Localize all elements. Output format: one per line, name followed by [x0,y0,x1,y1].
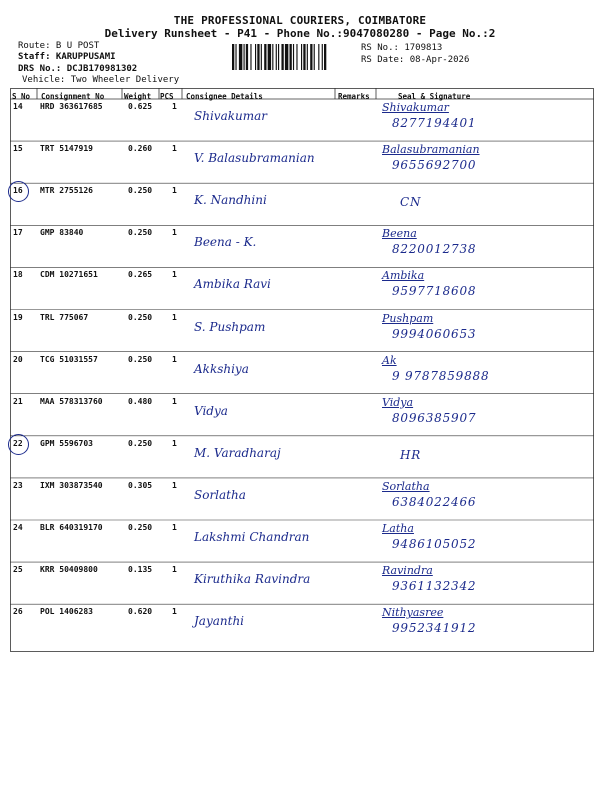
row-signature-name: Pushpam [382,311,434,325]
row-weight: 0.250 [128,354,153,364]
row-signature-phone: 9994060653 [392,326,477,341]
row-sno: 16 [13,186,23,196]
row-pcs: 1 [172,396,177,406]
row-consignment-no: POL 1406283 [40,607,93,617]
row-sno: 20 [13,354,23,364]
col-weight: Weight [124,92,152,101]
col-pcs: PCS [160,92,174,101]
row-consignment-no: MTR 2755126 [40,186,93,196]
row-consignee-handwritten: V. Balasubramanian [194,151,315,166]
row-consignment-no: TRT 5147919 [40,144,93,154]
staff-label: Staff: KARUPPUSAMI [18,52,116,62]
row-pcs: 1 [172,312,177,322]
row-consignee-handwritten: Ambika Ravi [194,277,271,292]
row-consignee-handwritten: Akkshiya [194,361,249,376]
col-remarks: Remarks [338,92,370,101]
col-consignee: Consignee Details [186,92,263,101]
row-sno: 23 [13,480,23,490]
row-sno: 21 [13,396,23,406]
row-consignment-no: CDM 10271651 [40,270,98,280]
row-weight: 0.260 [128,144,153,154]
row-consignee-handwritten: S. Pushpam [194,319,266,334]
col-seal-signature: Seal & Signature [398,92,471,101]
col-consignment: Consignment No [41,92,105,101]
row-weight: 0.620 [128,607,153,617]
row-signature-phone: 9486105052 [392,537,477,551]
company-title: THE PROFESSIONAL COURIERS, COIMBATORE [173,14,427,27]
row-sno: 17 [13,228,23,238]
row-sno: 25 [13,565,23,575]
row-sno: 19 [13,312,23,322]
row-consignment-no: BLR 640319170 [40,523,103,532]
row-signature-phone: HR [400,447,422,462]
row-sno: 18 [13,270,23,280]
row-signature-phone: 9 9787859888 [392,368,490,383]
runsheet-subtitle: Delivery Runsheet - P41 - Phone No.:9047080280 - Page No.:2 [104,27,496,40]
row-signature-name: Ak [382,353,397,367]
row-weight: 0.625 [128,102,153,111]
row-signature-phone: 8220012738 [392,242,477,257]
row-weight: 0.265 [128,270,153,280]
row-consignee-handwritten: Kiruthika Ravindra [194,572,311,587]
row-signature-name: Nithyasree [382,606,444,620]
row-consignee-handwritten: Beena - K. [194,235,257,250]
row-weight: 0.250 [128,186,153,196]
row-pcs: 1 [172,607,177,617]
row-consignee-handwritten: Sorlatha [194,487,246,502]
route-label: Route: B U POST [18,41,100,51]
col-sno: S No [12,92,31,101]
row-sno: 26 [13,607,23,617]
row-pcs: 1 [172,144,177,154]
row-pcs: 1 [172,438,177,448]
row-signature-name: Ravindra [382,564,433,578]
row-signature-phone: 6384022466 [392,494,477,509]
row-signature-phone: 9655692700 [392,158,477,173]
row-consignment-no: MAA 578313760 [40,396,103,406]
row-signature-name: Balasubramanian [382,143,480,157]
row-sno: 15 [13,144,23,154]
barcode-icon [232,44,356,70]
row-pcs: 1 [172,186,177,196]
row-signature-name: Latha [382,522,414,535]
row-weight: 0.250 [128,438,153,448]
row-consignee-handwritten: Shivakumar [194,109,267,123]
row-consignee-handwritten: M. Varadharaj [194,445,281,460]
row-signature-phone: 8277194401 [392,116,477,130]
row-sno: 22 [13,438,23,448]
row-consignment-no: HRD 363617685 [40,102,103,111]
row-weight: 0.135 [128,565,153,575]
row-signature-phone: 9597718608 [392,284,477,299]
row-sno: 14 [13,102,23,111]
row-weight: 0.250 [128,523,153,532]
row-consignment-no: TRL 775067 [40,312,89,322]
row-signature-name: Ambika [382,269,425,283]
rs-number: RS No.: 1709813 [361,43,443,53]
row-pcs: 1 [172,480,177,490]
row-pcs: 1 [172,523,177,532]
row-pcs: 1 [172,270,177,280]
row-consignment-no: TCG 51031557 [40,354,98,364]
row-consignment-no: GPM 5596703 [40,438,93,448]
row-consignment-no: IXM 303873540 [40,480,103,490]
row-signature-phone: 9361132342 [392,579,477,594]
row-signature-phone: CN [400,195,422,210]
row-weight: 0.250 [128,312,153,322]
row-signature-name: Shivakumar [382,101,449,114]
row-signature-name: Beena [382,227,417,241]
row-consignment-no: KRR 50409800 [40,565,98,575]
row-signature-phone: 8096385907 [392,410,477,425]
rs-date: RS Date: 08-Apr-2026 [361,55,470,65]
row-signature-phone: 9952341912 [392,621,477,636]
row-signature-name: Sorlatha [382,479,430,493]
row-sno-circle-mark [8,434,29,455]
row-consignment-no: GMP 83840 [40,228,84,238]
row-consignee-handwritten: Vidya [194,403,228,418]
row-pcs: 1 [172,354,177,364]
row-signature-name: Vidya [382,395,414,409]
row-weight: 0.305 [128,480,153,490]
row-consignee-handwritten: Lakshmi Chandran [194,530,310,544]
row-pcs: 1 [172,102,177,111]
row-consignee-handwritten: K. Nandhini [194,193,267,208]
row-pcs: 1 [172,228,177,238]
row-weight: 0.250 [128,228,153,238]
row-consignee-handwritten: Jayanthi [194,614,245,629]
row-pcs: 1 [172,565,177,575]
drs-number: DRS No.: DCJB170981302 [18,64,138,74]
row-weight: 0.480 [128,396,153,406]
vehicle-label: Vehicle: Two Wheeler Delivery [22,75,180,85]
row-sno: 24 [13,523,23,532]
